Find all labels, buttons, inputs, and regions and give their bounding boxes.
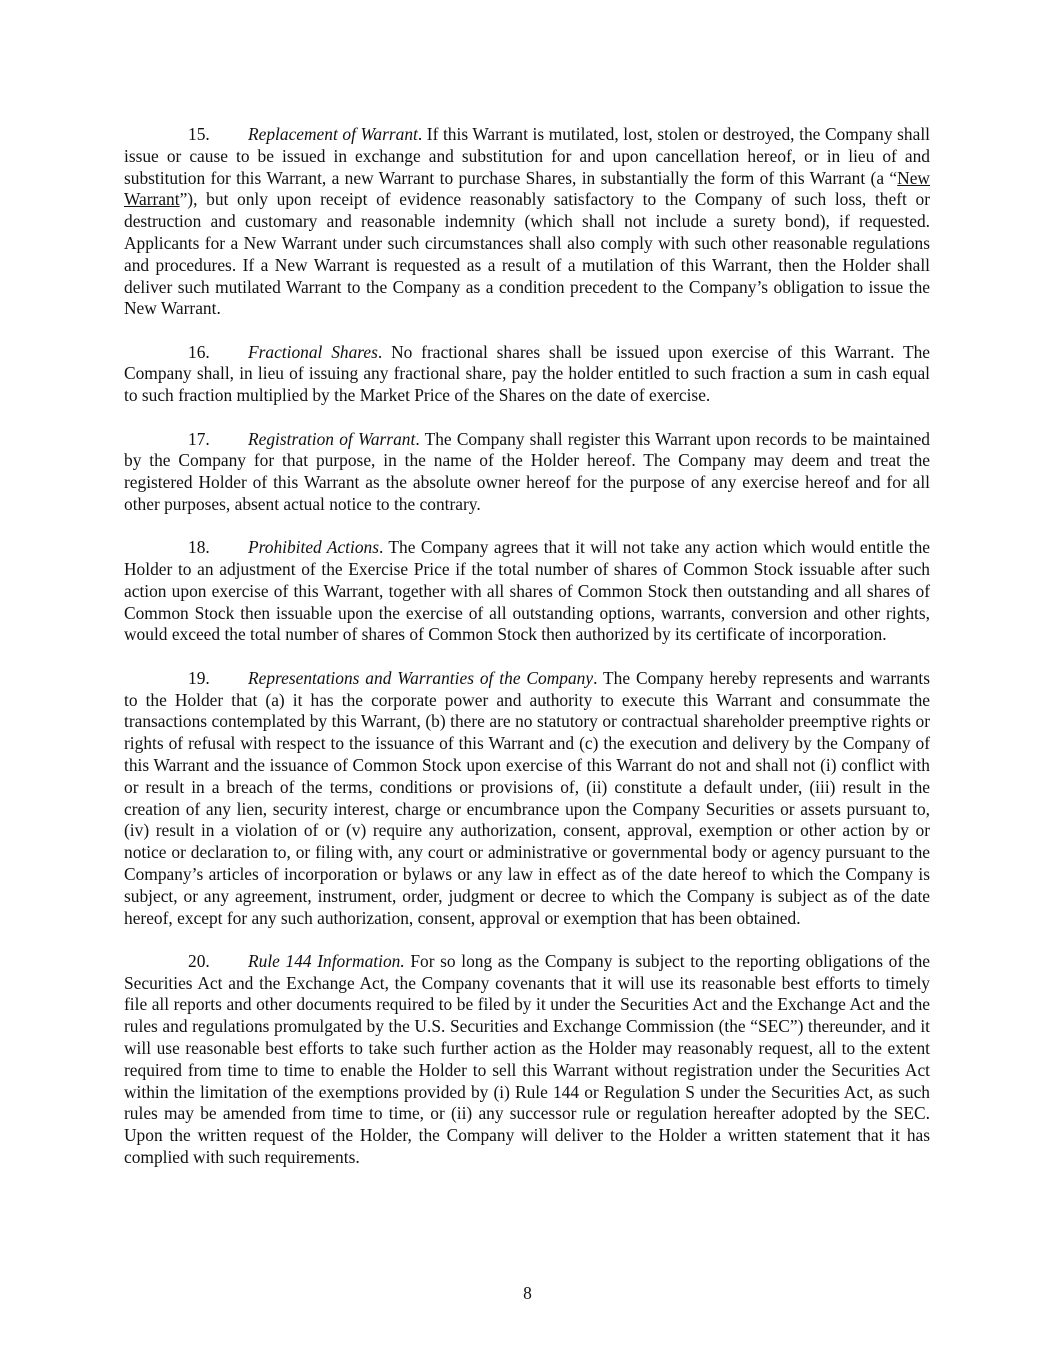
section-16 <box>124 342 930 407</box>
section-heading: Rule 144 Information. <box>248 950 405 971</box>
section-text: . The Company hereby represents and warrants to the Holder that (a) it has the corporate power and authority to execute this Warrant and consummate the transactions contemplated by this Warrant, (b) there are no statutory or contractual shareholder preemptive rights or rights of refusal with respect to the issuance of this Warrant and (c) the execution and delivery by the Company of this Warrant and the issuance of Common Stock upon exercise of this Warrant do not and shall not (i) conflict with or result in a breach of the terms, conditions or provisions of, (ii) constitute a default under, (iii) result in the creation of any lien, security interest, charge or encumbrance upon the Company Securities or assets pursuant to, (iv) result in a violation of or (v) require any authorization, consent, approval, exemption or other action by or notice or declaration to, or filing with, any court or administrative or governmental body or agency pursuant to the Company’s articles of incorporation or bylaws or any law in effect as of the date hereof to which the Company is subject, or any agreement, instrument, order, judgment or decree to which the Company is subject as of the date hereof, except for any such authorization, consent, approval or exemption that has been obtained. <box>124 667 931 928</box>
section-heading: Representations and Warranties of the Company <box>248 667 594 688</box>
section-18 <box>124 537 930 646</box>
defined-term: New Warrant <box>124 167 930 210</box>
section-text: . The Company agrees that it will not take any action which would entitle the Holder to an adjustment of the Exercise Price if the total number of shares of Common Stock issuable after such action upon exercise of this Warrant, together with all shares of Common Stock then outstanding and all shares of Common Stock then issuable upon the exercise of all outstanding options, warrants, conversion and other rights, would exceed the total number of shares of Common Stock then authorized by its certificate of incorporation. <box>124 537 930 645</box>
section-15 <box>124 124 930 320</box>
section-number: 19. <box>188 667 210 688</box>
section-text: . The Company shall register this Warrant upon records to be maintained by the Company for that purpose, in the name of the Holder hereof. The Company may deem and treat the registered Holder of this Warrant as the absolute owner hereof for the purpose of any exercise hereof and for all other purposes, absent actual notice to the contrary. <box>124 428 930 514</box>
section-heading: Fractional Shares <box>248 341 378 362</box>
section-number: 17. <box>188 428 210 449</box>
section-text: For so long as the Company is subject to the reporting obligations of the Securities Act and the Exchange Act, the Company covenants that it will use its reasonable best efforts to timely file all reports and other documents required to be filed by it under the Securities Act and the Exchange Act and the rules and regulations promulgated by the U.S. Securities and Exchange Commission (the “SEC”) thereunder, and it will use reasonable best efforts to take such further action as the Holder may reasonably request, all to the extent required from time to time to enable the Holder to sell this Warrant without registration under the Securities Act within the limitation of the exemptions provided by (i) Rule 144 or Regulation S under the Securities Act, as such rules may be amended from time to time, or (ii) any successor rule or regulation hereafter adopted by the SEC. Upon the written request of the Holder, the Company will deliver to the Holder a written statement that it has complied with such requirements. <box>124 950 930 1167</box>
section-number: 18. <box>188 537 210 558</box>
section-heading: Replacement of Warrant <box>248 124 418 144</box>
section-number: 20. <box>188 950 210 971</box>
page-number: 8 <box>523 1283 532 1303</box>
section-text: . If this Warrant is mutilated, lost, stolen or destroyed, the Company shall issue or cause to be issued in exchange and substitution for and upon cancellation hereof, or in lieu of and substitution for this Warrant, a new Warrant to purchase Shares, in substantially the form of this Warrant (a “ <box>124 124 930 188</box>
section-number: 15. <box>188 124 210 144</box>
section-17 <box>124 429 930 516</box>
section-text: ”), but only upon receipt of evidence reasonably satisfactory to the Company of such loss, theft or destruction and customary and reasonable indemnity (which shall not include a surety bond), if requested. Applicants for a New Warrant under such circumstances shall also comply with such other reasonable regulations and procedures. If a New Warrant is requested as a result of a mutilation of this Warrant, then the Holder shall deliver such mutilated Warrant to the Company as a condition precedent to the Company’s obligation to issue the New Warrant. <box>124 189 930 319</box>
section-heading: Prohibited Actions <box>248 537 379 558</box>
section-19 <box>124 668 930 930</box>
section-number: 16. <box>188 341 210 362</box>
section-20 <box>124 951 930 1169</box>
section-text: . No fractional shares shall be issued upon exercise of this Warrant. The Company shall, in lieu of issuing any fractional share, pay the holder entitled to such fraction a sum in cash equal to such fraction multiplied by the Market Price of the Shares on the date of exercise. <box>124 341 930 406</box>
section-heading: Registration of Warrant <box>248 428 416 449</box>
document-page <box>124 124 930 1190</box>
